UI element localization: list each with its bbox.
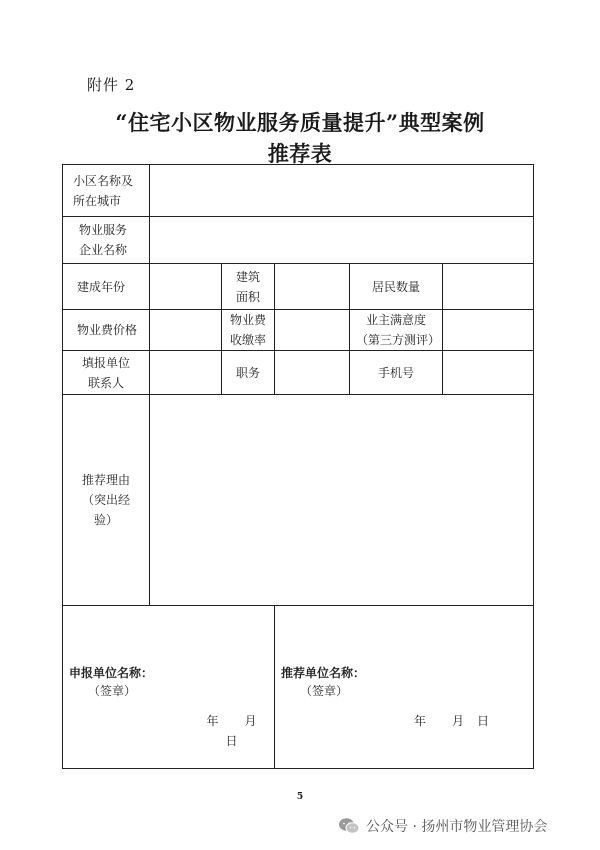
row-fee <box>63 310 534 351</box>
building-area-label: 建筑面积 <box>235 269 260 304</box>
row-signatures <box>63 606 534 769</box>
recommender-month-label: 月 <box>451 714 464 728</box>
phone-input-cell[interactable] <box>443 351 534 395</box>
applicant-date <box>189 711 274 751</box>
contact-label: 填报单位联系人 <box>81 355 130 390</box>
contact-label-cell <box>63 351 150 395</box>
position-label: 职务 <box>222 351 275 395</box>
attachment-label: 附件 2 <box>87 76 136 94</box>
phone-label: 手机号 <box>350 351 443 395</box>
position-input-cell[interactable] <box>275 351 350 395</box>
fee-price-input-cell[interactable] <box>150 310 222 351</box>
wechat-icon <box>338 817 360 835</box>
row-build <box>63 264 534 310</box>
applicant-label: 申报单位名称： <box>69 666 154 680</box>
building-area-input-cell[interactable] <box>275 264 350 310</box>
residents-label: 居民数量 <box>350 264 443 310</box>
fee-rate-input-cell[interactable] <box>275 310 350 351</box>
recommender-day-label: 日 <box>477 714 490 728</box>
company-input-cell[interactable] <box>150 217 534 264</box>
row-company <box>63 217 534 264</box>
page-number: 5 <box>296 792 304 802</box>
company-label-cell <box>63 217 150 264</box>
recommender-date <box>401 711 489 731</box>
satisfaction-input-cell[interactable] <box>443 310 534 351</box>
building-area-label-cell <box>222 264 275 310</box>
recommendation-form-table <box>62 164 534 769</box>
recommender-year-label: 年 <box>413 714 426 728</box>
residents-input-cell[interactable] <box>443 264 534 310</box>
build-year-input-cell[interactable] <box>150 264 222 310</box>
reason-label-cell <box>63 395 150 606</box>
recommender-stamp-label: （签章） <box>300 684 349 698</box>
company-label: 物业服务企业名称 <box>79 223 128 257</box>
document-title: “住宅小区物业服务质量提升”典型案例 <box>115 110 485 135</box>
build-year-label: 建成年份 <box>63 264 150 310</box>
watermark-text: 公众号 · 扬州市物业管理协会 <box>366 819 548 835</box>
applicant-day-label: 日 <box>225 734 238 748</box>
applicant-sign-cell[interactable] <box>63 606 275 769</box>
reason-label: 推荐理由（突出经验） <box>81 473 130 527</box>
fee-rate-label: 物业费收缴率 <box>229 313 266 347</box>
recommender-label: 推荐单位名称： <box>281 666 366 680</box>
row-contact <box>63 351 534 395</box>
community-label: 小区名称及所在城市 <box>73 173 134 208</box>
recommender-sign-cell[interactable] <box>275 606 534 769</box>
community-label-cell <box>63 165 150 217</box>
community-input-cell[interactable] <box>150 165 534 217</box>
row-reason <box>63 395 534 606</box>
satisfaction-label-cell <box>350 310 443 351</box>
applicant-month-label: 月 <box>244 714 257 728</box>
fee-price-label: 物业费价格 <box>63 310 150 351</box>
watermark <box>338 816 547 836</box>
fee-rate-label-cell <box>222 310 275 351</box>
contact-input-cell[interactable] <box>150 351 222 395</box>
row-community <box>63 165 534 217</box>
satisfaction-label: 业主满意度（第三方测评） <box>356 313 441 347</box>
applicant-stamp-label: （签章） <box>88 684 137 698</box>
applicant-year-label: 年 <box>206 714 219 728</box>
reason-input-cell[interactable] <box>150 395 534 606</box>
document-subtitle: 推荐表 <box>267 141 333 166</box>
